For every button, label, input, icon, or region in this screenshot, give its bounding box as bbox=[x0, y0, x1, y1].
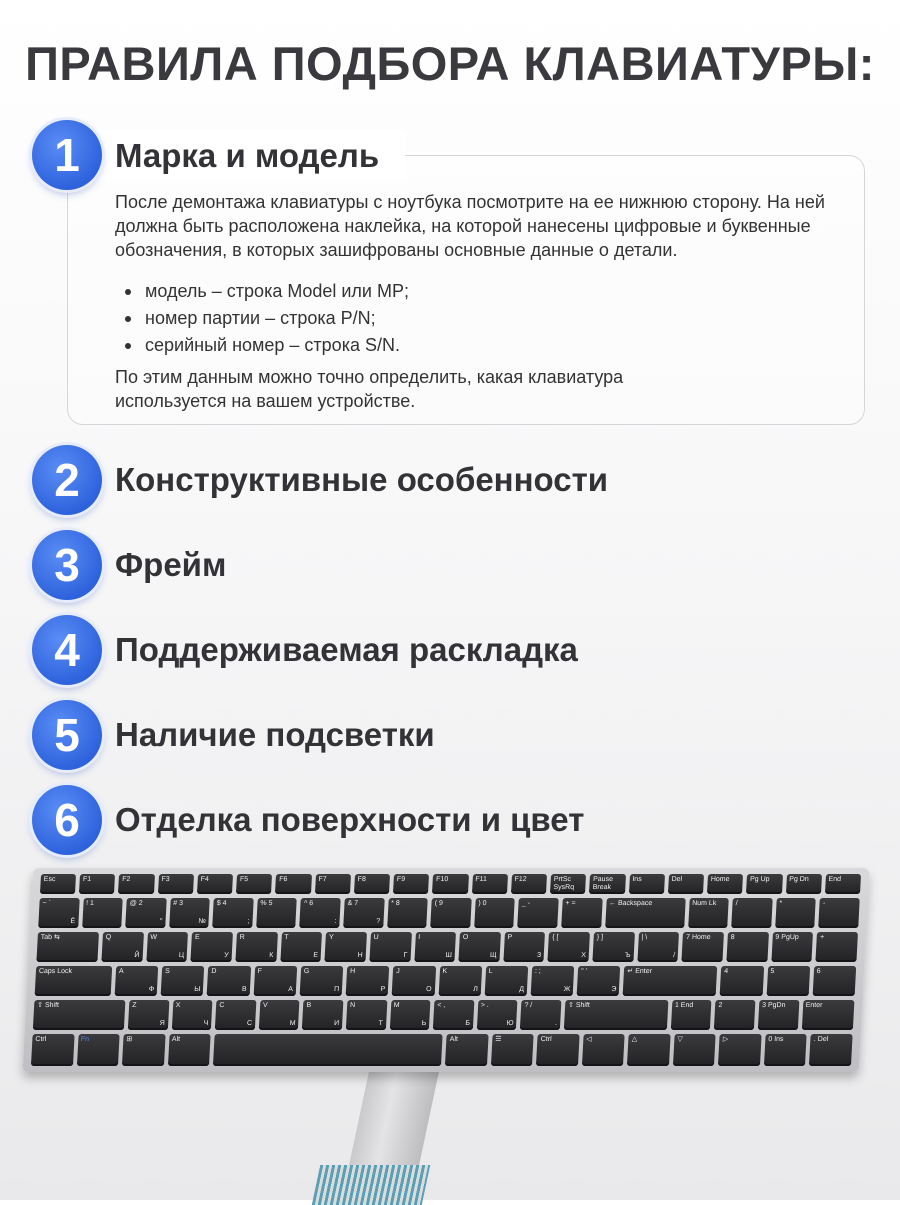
keyboard-key: L Д bbox=[484, 966, 528, 996]
keyboard-key: R К bbox=[235, 932, 277, 962]
keyboard-key: ☰ bbox=[491, 1034, 534, 1066]
step-3-badge: 3 bbox=[32, 530, 102, 600]
keyboard-key: ~ ` Ё bbox=[38, 898, 79, 928]
step-4-heading: Поддерживаемая раскладка bbox=[115, 631, 578, 668]
keyboard-image bbox=[0, 860, 900, 1200]
keyboard-key: ) 0 bbox=[474, 898, 515, 928]
keyboard-key: / bbox=[731, 898, 772, 928]
keyboard-key: 7 Home bbox=[682, 932, 724, 962]
step-5-badge: 5 bbox=[32, 700, 102, 770]
keyboard-key: Ins bbox=[629, 874, 665, 894]
keyboard-key: F9 bbox=[393, 874, 429, 894]
keyboard-key: < , Б bbox=[433, 1000, 474, 1030]
keyboard-key: P З bbox=[503, 932, 545, 962]
keyboard-key: { [ Х bbox=[548, 932, 590, 962]
step-3-heading: Фрейм bbox=[115, 546, 227, 583]
keyboard-key: ^ 6 : bbox=[300, 898, 341, 928]
step-1-badge: 1 bbox=[32, 120, 102, 190]
keyboard-key: 0 Ins bbox=[764, 1034, 807, 1066]
keyboard-key: I Ш bbox=[414, 932, 456, 962]
keyboard-frame bbox=[23, 868, 870, 1072]
keyboard-key: Y Н bbox=[325, 932, 367, 962]
keyboard-key: ← Backspace bbox=[605, 898, 686, 928]
keyboard-key: ! 1 bbox=[82, 898, 123, 928]
keyboard-key: * 8 bbox=[387, 898, 428, 928]
keyboard-key: 9 PgUp bbox=[771, 932, 813, 962]
keyboard-key: ⇧ Shift bbox=[33, 1000, 126, 1030]
keyboard-key: Pg Dn bbox=[785, 874, 821, 894]
keyboard-key: △ bbox=[627, 1034, 670, 1066]
keyboard-key: Ctrl bbox=[536, 1034, 579, 1066]
keyboard-key: + bbox=[816, 932, 858, 962]
keyboard-key: F7 bbox=[315, 874, 351, 894]
step-6-badge: 6 bbox=[32, 785, 102, 855]
keyboard-key: H Р bbox=[346, 966, 390, 996]
keyboard-key: 5 bbox=[766, 966, 810, 996]
keyboard-key: ◁ bbox=[582, 1034, 625, 1066]
keyboard-key: A Ф bbox=[115, 966, 159, 996]
keyboard-key: F5 bbox=[236, 874, 272, 894]
keyboard-key: E У bbox=[191, 932, 233, 962]
keyboard-key: 4 bbox=[720, 966, 764, 996]
keyboard-key: U Г bbox=[369, 932, 411, 962]
keyboard-key: + = bbox=[561, 898, 602, 928]
keyboard-key: _ - bbox=[518, 898, 559, 928]
list-item: серийный номер – строка S/N. bbox=[125, 332, 409, 359]
keyboard-key: ▽ bbox=[673, 1034, 716, 1066]
keyboard-key: | \ / bbox=[637, 932, 679, 962]
keyboard-key: % 5 bbox=[256, 898, 297, 928]
keyboard-key: $ 4 ; bbox=[213, 898, 254, 928]
keyboard-key: . Del bbox=[809, 1034, 852, 1066]
keyboard-key: Home bbox=[707, 874, 743, 894]
keyboard-key: S Ы bbox=[161, 966, 205, 996]
keyboard-key: " ' Э bbox=[577, 966, 621, 996]
keyboard-key: Pg Up bbox=[746, 874, 782, 894]
keyboard-key: D В bbox=[207, 966, 251, 996]
keyboard-key: @ 2 " bbox=[125, 898, 166, 928]
keyboard-key: 8 bbox=[726, 932, 768, 962]
keyboard-key: V М bbox=[259, 1000, 300, 1030]
keyboard-key: End bbox=[825, 874, 861, 894]
keyboard-key: Tab ⇆ bbox=[36, 932, 99, 962]
keyboard-key: J О bbox=[392, 966, 436, 996]
keyboard-key: T Е bbox=[280, 932, 322, 962]
keyboard-key: X Ч bbox=[171, 1000, 212, 1030]
keyboard-key: F12 bbox=[511, 874, 547, 894]
step-6-heading: Отделка поверхности и цвет bbox=[115, 801, 585, 838]
keyboard-key: # 3 № bbox=[169, 898, 210, 928]
keyboard-key: Alt bbox=[445, 1034, 488, 1066]
keyboard-key: ↵ Enter bbox=[623, 966, 717, 996]
keyboard-key: : ; Ж bbox=[531, 966, 575, 996]
keyboard-key: PrtSc SysRq bbox=[550, 874, 586, 894]
keyboard-key: Fn bbox=[76, 1034, 119, 1066]
keyboard-key: & 7 ? bbox=[343, 898, 384, 928]
keyboard-key: F8 bbox=[354, 874, 390, 894]
keyboard-key: F А bbox=[253, 966, 297, 996]
keyboard-key: W Ц bbox=[146, 932, 188, 962]
step-5-heading: Наличие подсветки bbox=[115, 716, 435, 753]
keyboard-key: } ] Ъ bbox=[593, 932, 635, 962]
keyboard-key: Ctrl bbox=[31, 1034, 74, 1066]
keyboard-key: ? / . bbox=[520, 1000, 561, 1030]
keyboard-key: F10 bbox=[432, 874, 468, 894]
keyboard-key: - bbox=[819, 898, 860, 928]
list-item: номер партии – строка P/N; bbox=[125, 305, 409, 332]
list-item: модель – строка Model или MP; bbox=[125, 278, 409, 305]
keyboard-key: 2 bbox=[714, 1000, 755, 1030]
step-4-badge: 4 bbox=[32, 615, 102, 685]
keyboard-key: K Л bbox=[438, 966, 482, 996]
keyboard-key: 3 PgDn bbox=[758, 1000, 799, 1030]
keyboard-key: B И bbox=[302, 1000, 343, 1030]
keyboard-key: ▷ bbox=[718, 1034, 761, 1066]
keyboard-key: > . Ю bbox=[477, 1000, 518, 1030]
keyboard-key: 6 bbox=[812, 966, 856, 996]
step-2-heading: Конструктивные особенности bbox=[115, 461, 609, 498]
keyboard-key: ⊞ bbox=[122, 1034, 165, 1066]
card-outro-text: По этим данным можно точно определить, какая клавиатура используется на вашем устройстве. bbox=[115, 367, 624, 411]
keyboard-key: Alt bbox=[168, 1034, 211, 1066]
keyboard-key: Pause Break bbox=[589, 874, 625, 894]
keyboard-key: Caps Lock bbox=[35, 966, 113, 996]
keyboard-key: F1 bbox=[79, 874, 115, 894]
card-bullet-list bbox=[125, 278, 409, 359]
step-2-badge: 2 bbox=[32, 445, 102, 515]
keyboard-key: F11 bbox=[472, 874, 508, 894]
keyboard-key: Z Я bbox=[128, 1000, 169, 1030]
keyboard-key: O Щ bbox=[459, 932, 501, 962]
keyboard-key: ⇧ Shift bbox=[564, 1000, 668, 1030]
keyboard-key: G П bbox=[300, 966, 344, 996]
keyboard-key: N Т bbox=[346, 1000, 387, 1030]
page-title: ПРАВИЛА ПОДБОРА КЛАВИАТУРЫ: bbox=[25, 37, 875, 90]
keyboard-key: C С bbox=[215, 1000, 256, 1030]
keyboard-key: F4 bbox=[197, 874, 233, 894]
keyboard-key bbox=[213, 1034, 443, 1066]
keyboard-key: 1 End bbox=[671, 1000, 712, 1030]
keyboard-key: Del bbox=[668, 874, 704, 894]
keyboard-key: Num Lk bbox=[688, 898, 729, 928]
step-1-heading: Марка и модель bbox=[115, 137, 380, 174]
keyboard-key: * bbox=[775, 898, 816, 928]
keyboard-key: F3 bbox=[158, 874, 194, 894]
keyboard-key: Enter bbox=[801, 1000, 854, 1030]
keyboard-key: F2 bbox=[118, 874, 154, 894]
keyboard-key: Q Й bbox=[101, 932, 143, 962]
keyboard-key: F6 bbox=[275, 874, 311, 894]
ribbon-cable-connector bbox=[312, 1165, 431, 1205]
keyboard-key: ( 9 bbox=[430, 898, 471, 928]
keyboard-key: Esc bbox=[40, 874, 76, 894]
card-intro-text: После демонтажа клавиатуры с ноутбука посмотрите на ее нижнюю сторону. На ней должна быть расположена наклейка, на которой нанесены цифровые и буквенные обозначения, в которых зашифрованы основные данные о детали. bbox=[115, 192, 825, 260]
keyboard-key: M Ь bbox=[389, 1000, 430, 1030]
